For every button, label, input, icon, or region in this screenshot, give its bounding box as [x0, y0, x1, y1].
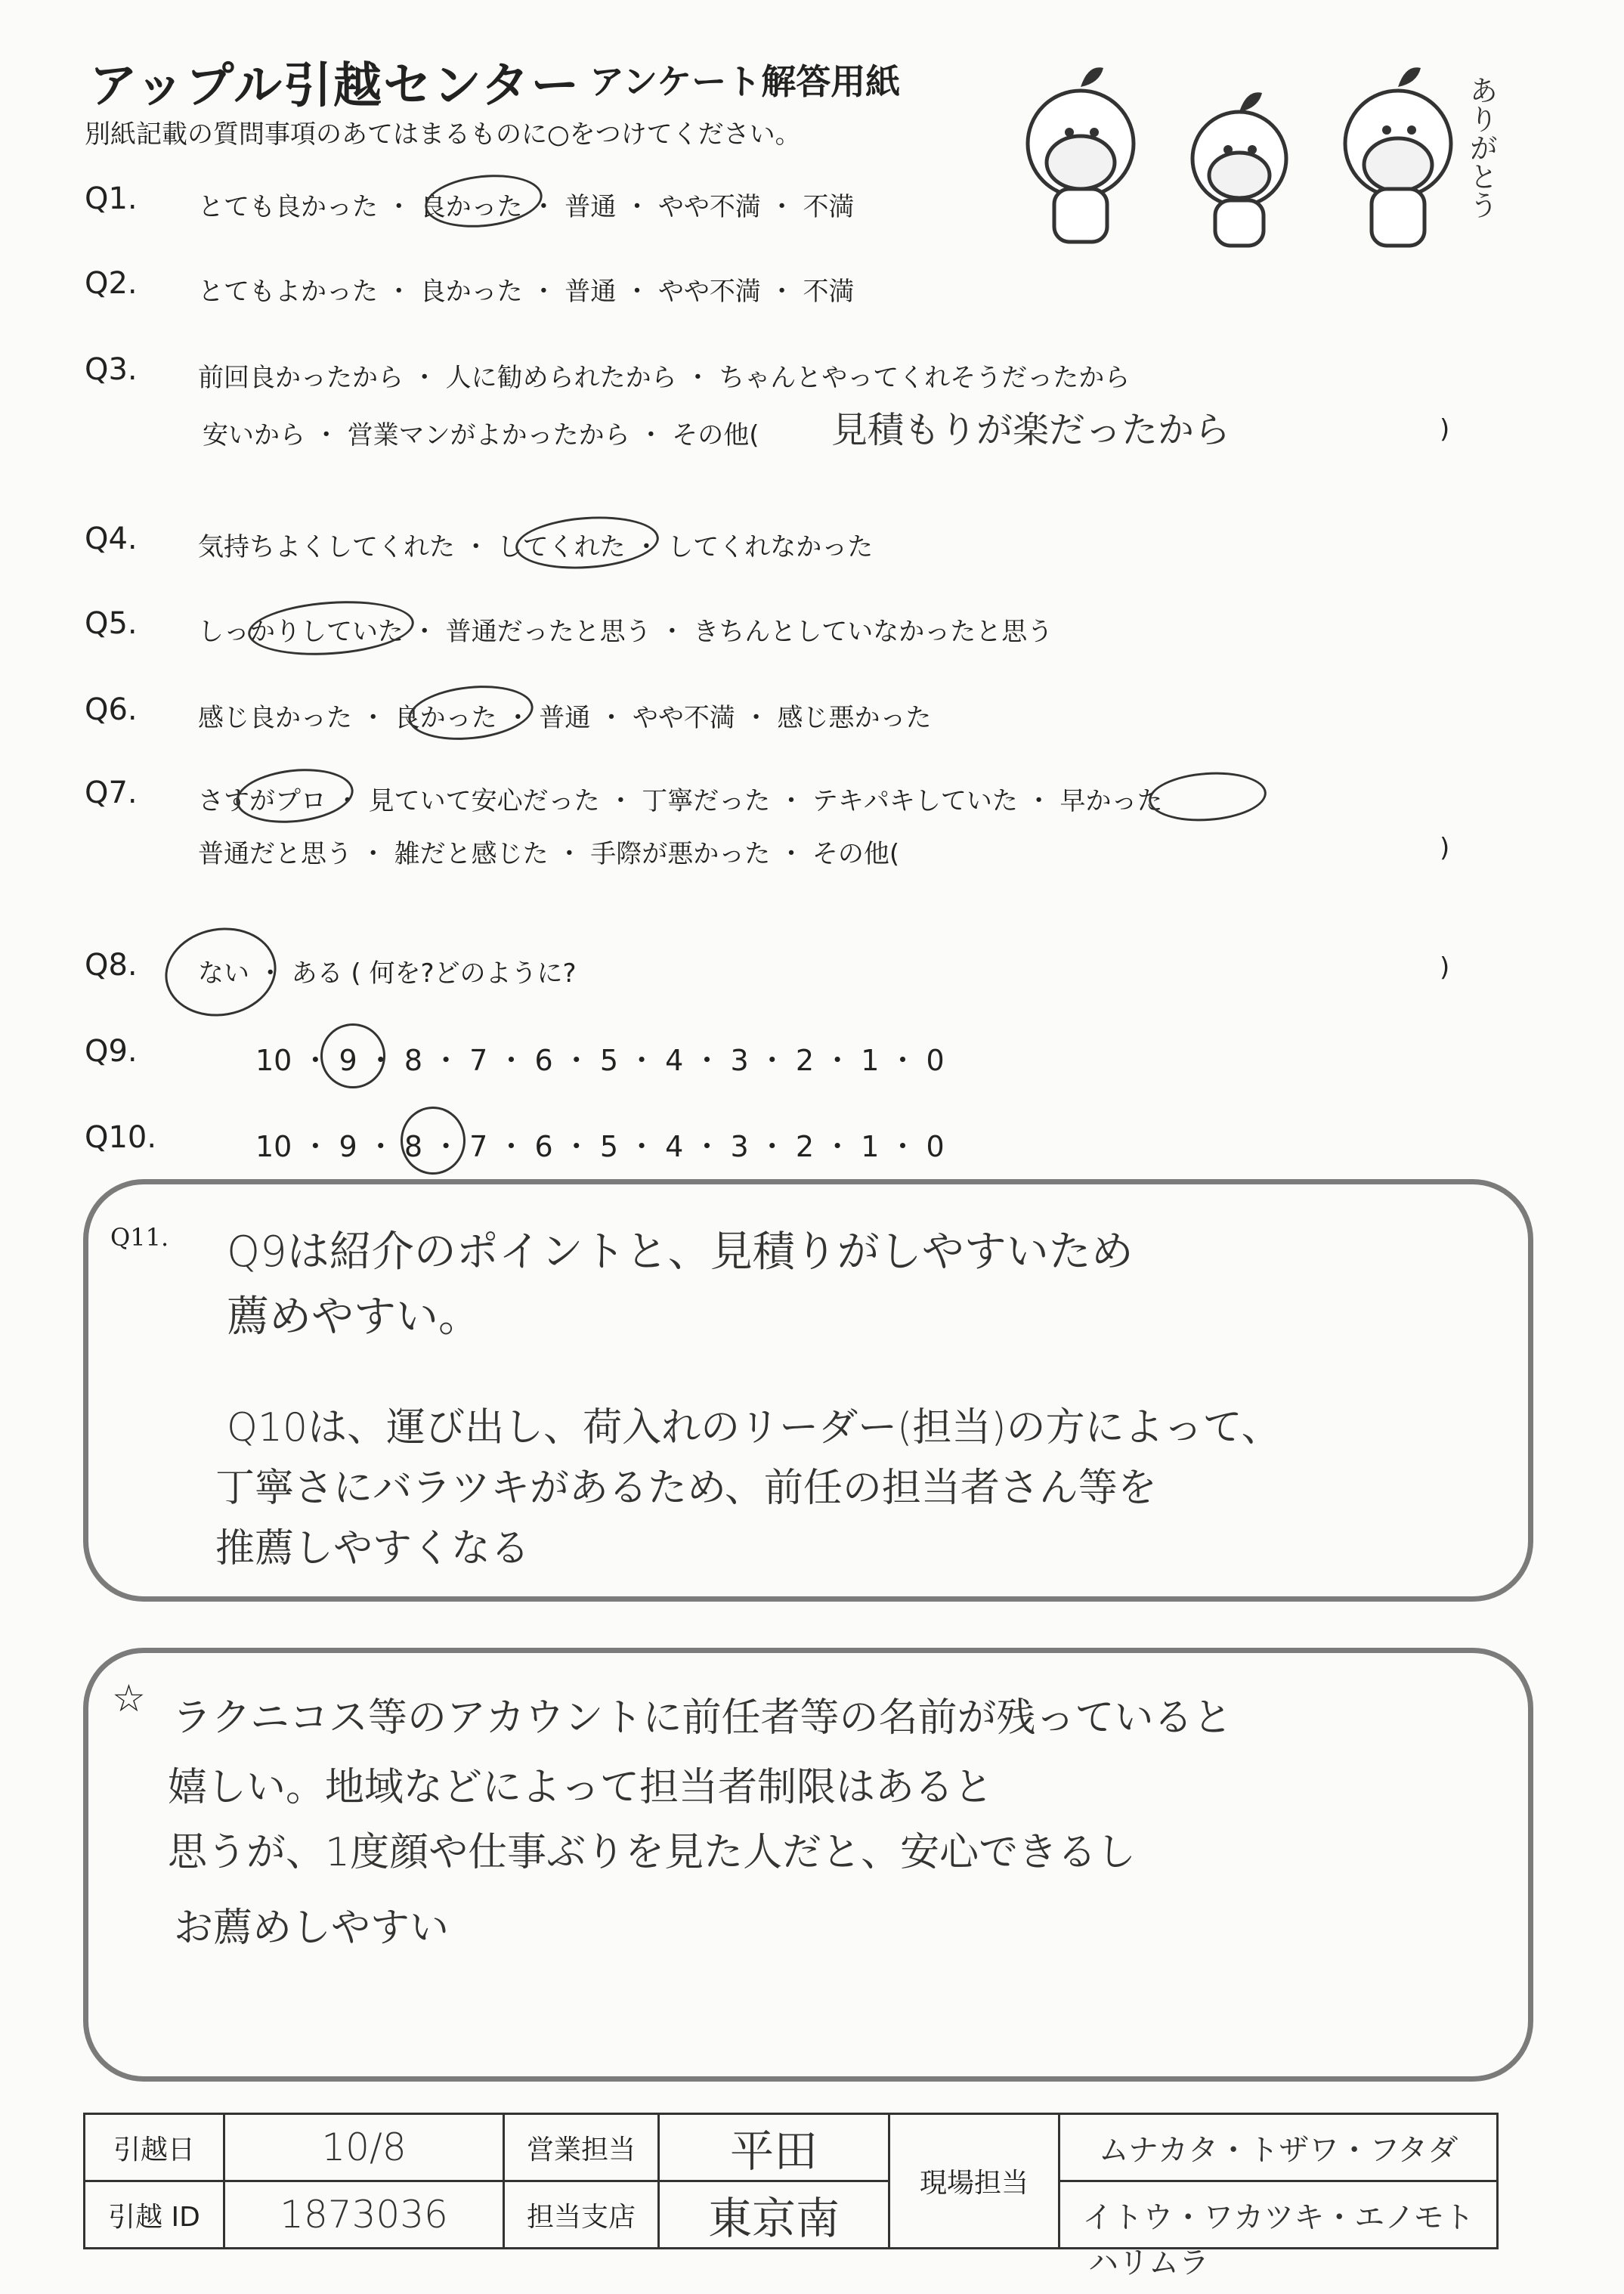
- q7-options-line2: 普通だと思う ・ 雑だと感じた ・ 手際が悪かった ・ その他(: [198, 839, 900, 869]
- move-id-label: 引越 ID: [85, 2181, 224, 2249]
- q9-answer-circle: [320, 1023, 385, 1088]
- move-id-value: 1873036: [224, 2181, 504, 2249]
- q6-options: 感じ良かった ・ 良かった ・ 普通 ・ やや不満 ・ 感じ悪かった: [198, 703, 932, 733]
- field-staff-line2: イトウ・ワカツキ・エノモト: [1059, 2181, 1498, 2249]
- q11-line-4: 丁寧さにバラツキがあるため、前任の担当者さん等を: [215, 1466, 1157, 1511]
- q5-options: しっかりしていた ・ 普通だったと思う ・ きちんとしていなかったと思う: [198, 617, 1053, 647]
- comment-line-1: ラクニコス等のアカウントに前任者等の名前が残っていると: [172, 1695, 1233, 1741]
- field-staff-label: 現場担当: [889, 2114, 1059, 2249]
- q8-label: Q8.: [85, 948, 138, 983]
- q11-line-1: Q9は紹介のポイントと、見積りがしやすいため: [227, 1227, 1134, 1277]
- q7-answer-circle-2: [1147, 769, 1268, 825]
- q11-line-2: 薦めやすい。: [227, 1293, 481, 1342]
- q9-scale: 10 ・ 9 ・ 8 ・ 7 ・ 6 ・ 5 ・ 4 ・ 3 ・ 2 ・ 1 ・ 0: [255, 1044, 945, 1077]
- mascot-speech-text: ありがとう: [1465, 76, 1498, 219]
- instruction-text: 別紙記載の質問事項のあてはまるものに○をつけてください。: [85, 119, 801, 150]
- q3-other-handwritten: 見積もりが楽だったから: [831, 409, 1231, 451]
- q1-label: Q1.: [85, 181, 138, 216]
- q10-answer-circle: [401, 1107, 466, 1175]
- q4-label: Q4.: [85, 522, 138, 556]
- form-title: アンケート解答用紙: [589, 61, 901, 102]
- q2-options: とてもよかった ・ 良かった ・ 普通 ・ やや不満 ・ 不満: [198, 277, 855, 307]
- q8-close-paren: ): [1440, 952, 1450, 983]
- q11-line-5: 推薦しやすくなる: [215, 1526, 531, 1571]
- q6-answer-circle: [406, 680, 536, 746]
- q10-label: Q10.: [85, 1120, 157, 1155]
- move-info-table: [83, 2113, 1499, 2249]
- q7-close-paren: ): [1440, 833, 1450, 863]
- q3-close-paren: ): [1440, 414, 1450, 444]
- q5-label: Q5.: [85, 606, 138, 641]
- move-date-value: 10/8: [224, 2114, 504, 2181]
- comment-line-4: お薦めしやすい: [174, 1905, 450, 1951]
- q2-label: Q2.: [85, 266, 138, 301]
- q3-label: Q3.: [85, 352, 138, 387]
- q10-scale: 10 ・ 9 ・ 8 ・ 7 ・ 6 ・ 5 ・ 4 ・ 3 ・ 2 ・ 1 ・ 0: [255, 1130, 945, 1163]
- q4-options: 気持ちよくしてくれた ・ してくれた ・ してくれなかった: [198, 532, 874, 562]
- sales-label: 営業担当: [504, 2114, 659, 2181]
- branch-label: 担当支店: [504, 2181, 659, 2249]
- comment-line-3: 思うが、1度顔や仕事ぶりを見た人だと、安心できるし: [168, 1830, 1137, 1875]
- q11-label: Q11.: [110, 1223, 169, 1252]
- q7-options-line1: さすがプロ ・ 見ていて安心だった ・ 丁寧だった ・ テキパキしていた ・ 早かった: [198, 786, 1163, 816]
- q1-answer-circle: [422, 169, 545, 233]
- monkey-mascots-illustration: [998, 45, 1542, 257]
- q3-options-line1: 前回良かったから ・ 人に勧められたから ・ ちゃんとやってくれそうだったから: [198, 363, 1131, 393]
- q8-options: ない ・ ある ( 何を?どのように?: [198, 958, 577, 989]
- q3-options-line2: 安いから ・ 営業マンがよかったから ・ その他(: [203, 420, 759, 450]
- move-date-label: 引越日: [85, 2114, 224, 2181]
- field-staff-line3: ハリムラ: [1088, 2246, 1209, 2280]
- branch-value: 東京南: [659, 2181, 889, 2249]
- q8-answer-circle: [158, 919, 283, 1025]
- company-name: アップル引越センター: [89, 58, 581, 114]
- star-icon: ☆: [112, 1676, 146, 1720]
- q7-label: Q7.: [85, 776, 138, 810]
- q1-options: とても良かった ・ 良かった ・ 普通 ・ やや不満 ・ 不満: [198, 192, 855, 222]
- sales-value: 平田: [659, 2114, 889, 2181]
- q4-answer-circle: [514, 512, 660, 573]
- q6-label: Q6.: [85, 692, 138, 727]
- comment-line-2: 嬉しい。地域などによって担当者制限はあると: [168, 1765, 994, 1810]
- q5-answer-circle: [246, 596, 416, 660]
- q7-answer-circle-1: [234, 763, 356, 828]
- q11-line-3: Q10は、運び出し、荷入れのリーダー(担当)の方によって、: [227, 1405, 1281, 1450]
- q9-label: Q9.: [85, 1034, 138, 1069]
- field-staff-line1: ムナカタ・トザワ・フタダ: [1059, 2114, 1498, 2181]
